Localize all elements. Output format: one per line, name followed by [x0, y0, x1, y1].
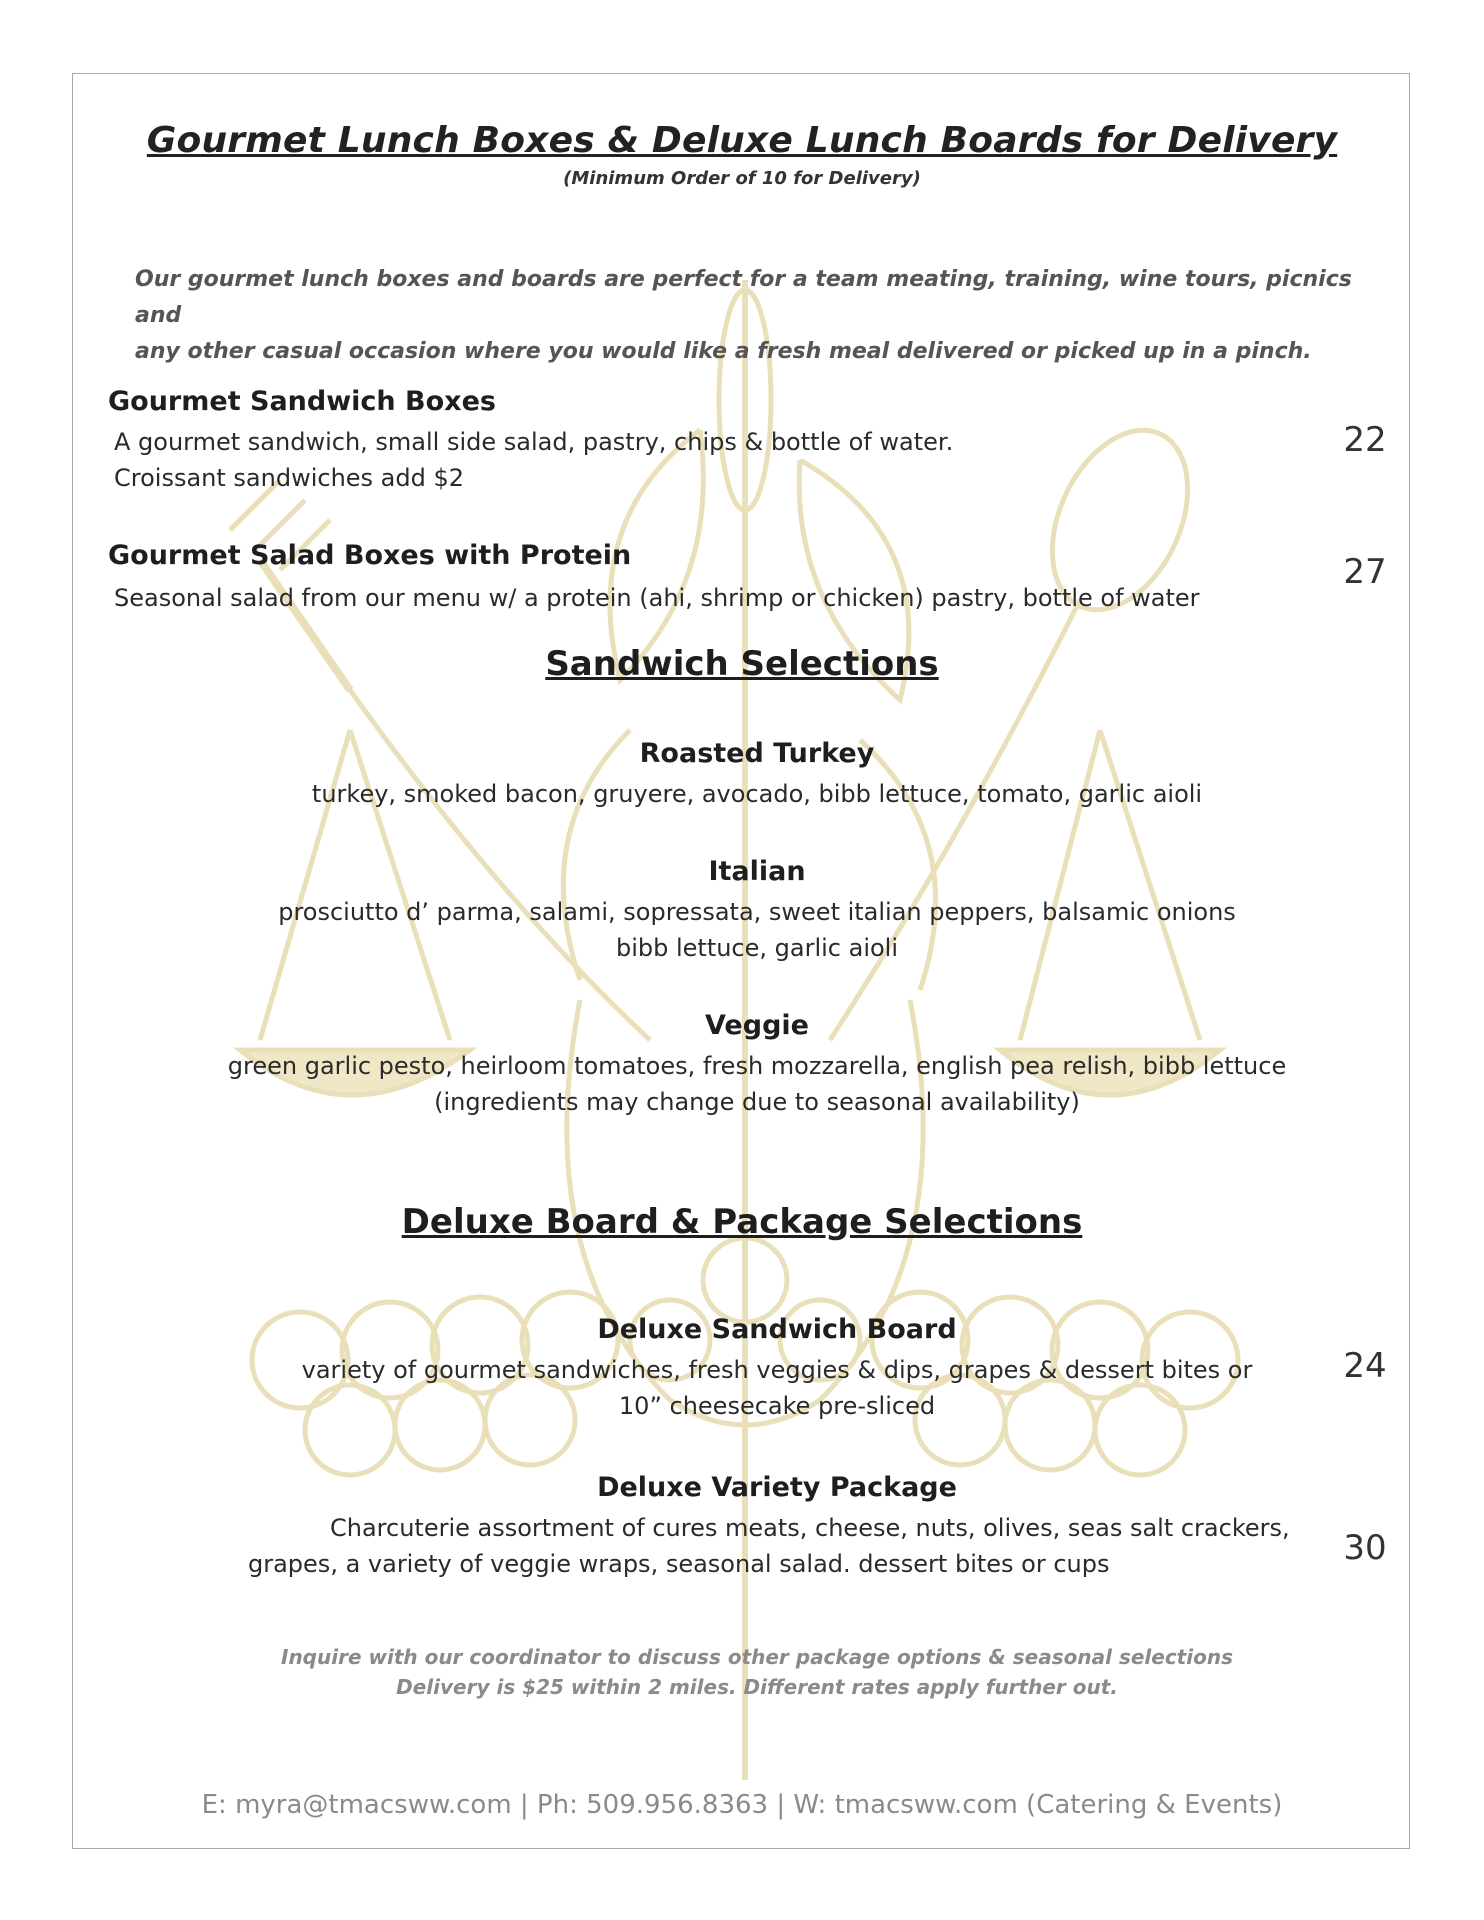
page-subtitle: (Minimum Order of 10 for Delivery) [563, 168, 921, 189]
sandwich-title: Roasted Turkey [639, 738, 875, 769]
sandwich-description-line: bibb lettuce, garlic aioli [615, 934, 899, 962]
deluxe-description-line: Charcuterie assortment of cures meats, cheese, nuts, olives, seas salt crackers, [330, 1514, 1290, 1542]
inquiry-note [0, 1642, 1484, 1702]
section-heading: Deluxe Board & Package Selections [401, 1202, 1083, 1242]
note-line: Delivery is $25 within 2 miles. Different rates apply further out. [396, 1675, 1118, 1699]
page-title: Gourmet Lunch Boxes & Deluxe Lunch Boards for Delivery [146, 120, 1338, 161]
item-price: 22 [1343, 420, 1387, 460]
deluxe-description-line: grapes, a variety of veggie wraps, seasonal salad. dessert bites or cups [248, 1550, 1110, 1578]
deluxe-title: Deluxe Sandwich Board [597, 1314, 957, 1345]
item-price: 27 [1343, 552, 1387, 592]
sandwich-description-line: prosciutto d’ parma, salami, sopressata, sweet italian peppers, balsamic onions [278, 898, 1236, 926]
deluxe-description-line: variety of gourmet sandwiches, fresh veggies & dips, grapes & dessert bites or [301, 1356, 1253, 1384]
note-line: Inquire with our coordinator to discuss other package options & seasonal selections [281, 1645, 1233, 1669]
item-description-line: Seasonal salad from our menu w/ a protein (ahi, shrimp or chicken) pastry, bottle of water [114, 584, 1200, 612]
item-title: Gourmet Sandwich Boxes [108, 386, 496, 417]
intro-text [135, 262, 1375, 370]
sandwich-description-line: green garlic pesto, heirloom tomatoes, fresh mozzarella, english pea relish, bibb lettuce [227, 1052, 1287, 1080]
sandwich-description [0, 894, 1484, 966]
item-description-line: Croissant sandwiches add $2 [114, 464, 465, 492]
item-description-line: A gourmet sandwich, small side salad, pastry, chips & bottle of water. [114, 428, 954, 456]
contact-footer: E: myra@tmacsww.com | Ph: 509.956.8363 | W: tmacsww.com (Catering & Events) [201, 1790, 1283, 1820]
intro-line: Our gourmet lunch boxes and boards are perfect for a team meating, training, wine tours, picnics and [135, 267, 1352, 328]
sandwich-description: turkey, smoked bacon, gruyere, avocado, bibb lettuce, tomato, garlic aioli [311, 780, 1203, 808]
sandwich-title: Veggie [705, 1010, 809, 1041]
deluxe-description [0, 1352, 1484, 1424]
intro-line: any other casual occasion where you would like a fresh meal delivered or picked up in a pinch. [135, 339, 1312, 364]
sandwich-description-line: (ingredients may change due to seasonal availability) [434, 1088, 1080, 1116]
item-description [114, 424, 953, 496]
deluxe-price: 30 [1343, 1528, 1387, 1568]
section-heading: Sandwich Selections [545, 644, 939, 684]
sandwich-description [0, 1048, 1484, 1120]
deluxe-description-line: 10” cheesecake pre-sliced [618, 1392, 936, 1420]
sandwich-title: Italian [708, 856, 806, 887]
item-title: Gourmet Salad Boxes with Protein [108, 540, 632, 571]
deluxe-price: 24 [1343, 1346, 1387, 1386]
deluxe-title: Deluxe Variety Package [597, 1472, 957, 1503]
